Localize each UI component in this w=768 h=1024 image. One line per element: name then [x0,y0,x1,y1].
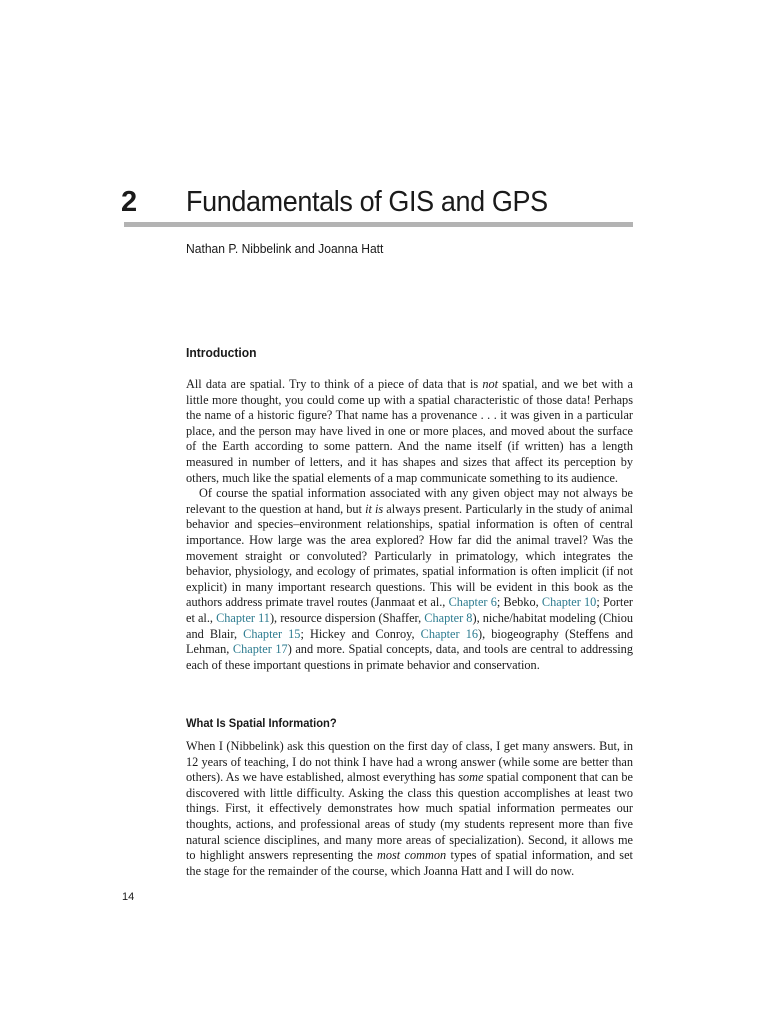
chapter-authors: Nathan P. Nibbelink and Joanna Hatt [186,241,384,256]
emphasis-text: not [482,377,499,391]
chapter-link-6[interactable]: Chapter 6 [448,595,497,610]
emphasis-text: some [458,770,484,785]
spatial-information-body [186,739,633,879]
emphasis-text: it is [365,501,384,516]
chapter-link-10[interactable]: Chapter 10 [541,595,597,610]
title-rule [124,222,633,227]
chapter-title: Fundamentals of GIS and GPS [186,186,548,218]
emphasis-text: most common [376,848,447,863]
chapter-link-17[interactable]: Chapter 17 [232,642,288,657]
chapter-link-8[interactable]: Chapter 8 [424,610,473,625]
spatial-information-paragraph-1: When I (Nibbelink) ask this question on the first day of class, I get many answers. But, in 12 years of teaching, I do not think I have had a wrong answer (while some are better than others). As we have established, almost everything has some spatial component that can be discovered with little difficulty. Asking the class this question accomplishes at least two things. First, it effectively demonstrates how much spatial information permeates our thoughts, actions, and professional areas of study (my students represent more than five natural science disciplines, and many more areas of specialization). Second, it allows me to highlight answers representing the most common types of spatial information, and set the stage for the remainder of the course, which Joanna Hatt and I will do now. [186,739,633,878]
section-heading-introduction: Introduction [186,345,257,360]
chapter-link-15[interactable]: Chapter 15 [243,626,301,641]
subsection-heading-spatial-information: What Is Spatial Information? [186,716,337,730]
introduction-paragraph-2: Of course the spatial information associated with any given object may not always be relevant to the question at hand, but it is always present. Particularly in the study of animal behavior and species–environment relationships, spatial information is often of central importance. How large was the area explored? How far did the animal travel? Was the movement straight or convoluted? Particularly in primatology, which integrates the behavior, physiology, and ecology of primates, spatial information is often implicit (if not explicit) in many important research questions. This will be evident in this book as the authors address primate travel routes (Janmaat et al., Chapter 6; Bebko, Chapter 10; Porter et al., Chapter 11), resource dispersion (Shaffer, Chapter 8), niche/habitat modeling (Chiou and Blair, Chapter 15; Hickey and Conroy, Chapter 16), biogeography (Steffens and Lehman, Chapter 17) and more. Spatial concepts, data, and tools are central to addressing each of these important questions in primate behavior and conservation. [186,486,634,672]
page-number: 14 [122,891,135,903]
chapter-number: 2 [121,186,138,218]
chapter-link-11[interactable]: Chapter 11 [216,610,270,625]
chapter-link-16[interactable]: Chapter 16 [420,626,478,641]
introduction-body [186,377,633,673]
introduction-paragraph-1: All data are spatial. Try to think of a piece of data that is not spatial, and we bet with a little more thought, you could come up with a spatial characteristic of those data! Perhaps the name of a historic figure? That name has a provenance . . . it was given in a particular place, and the person may have lived in one or more places, and moved about the surface of the Earth according to some pattern. And the name itself (if written) has a length measured in number of letters, and it has shapes and sizes that affect its perception by others, much like the spatial elements of a map communicate something to its audience. [186,377,633,485]
